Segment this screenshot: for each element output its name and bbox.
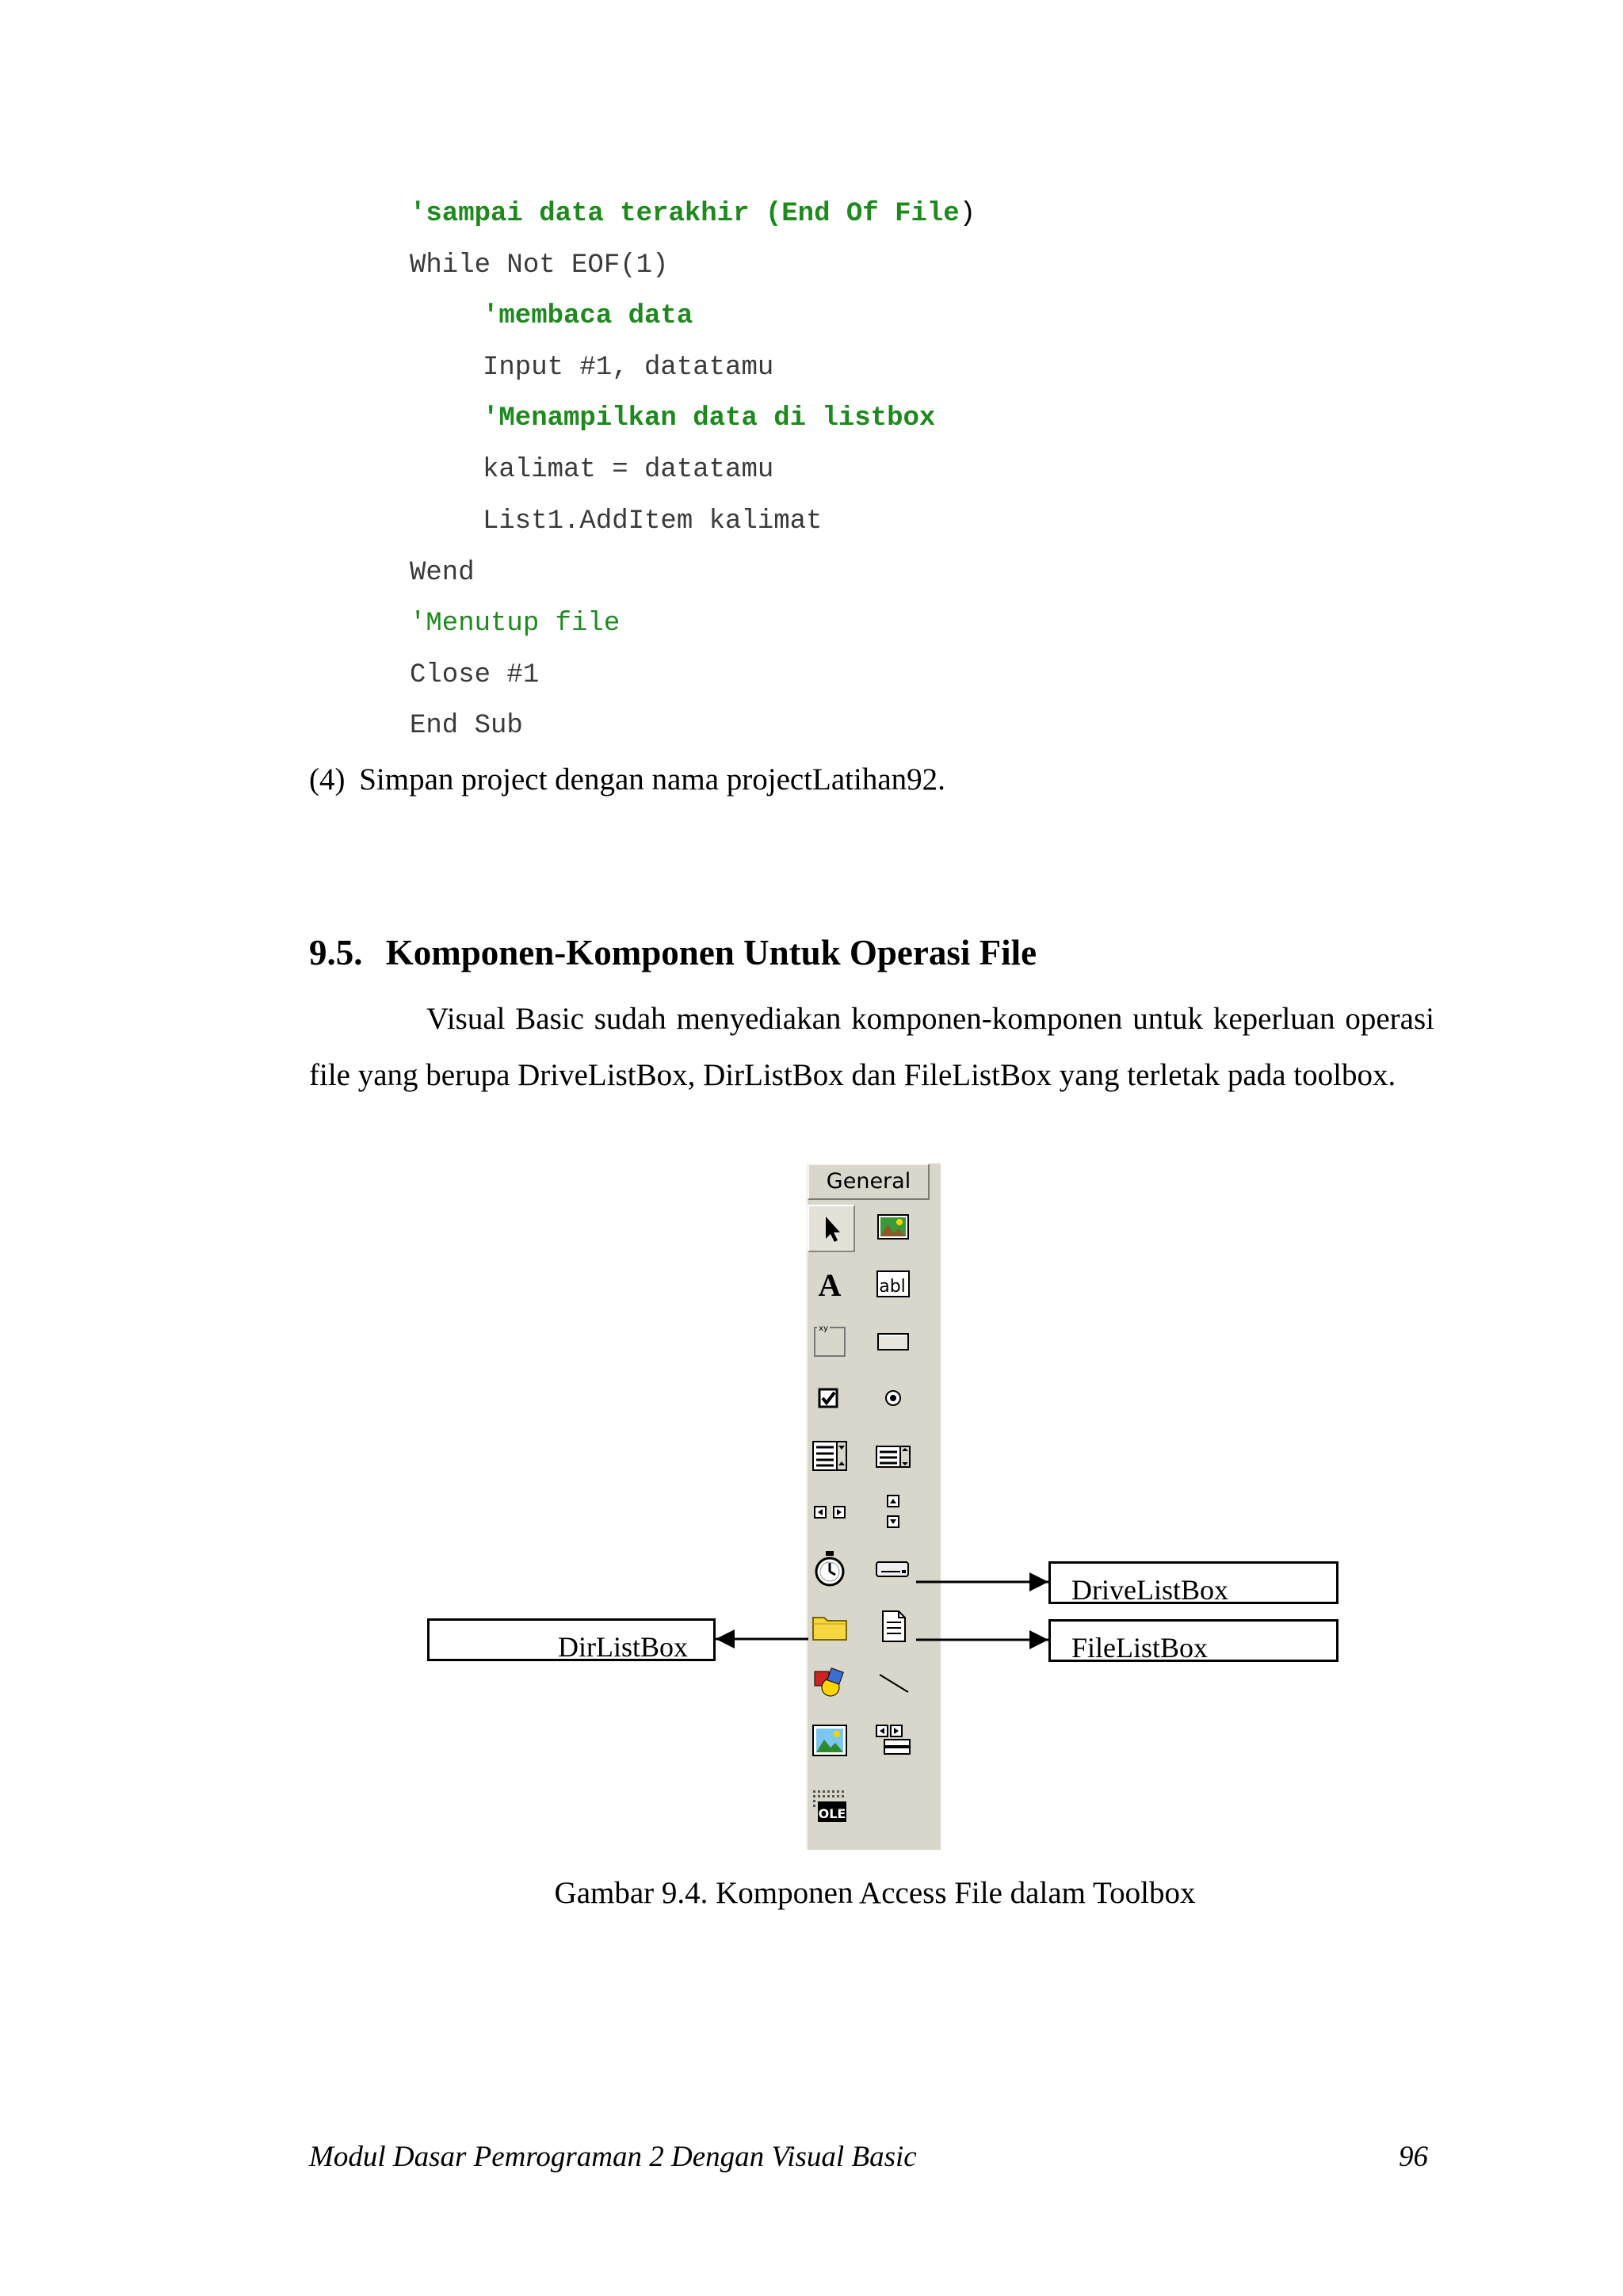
code-line-5: 'Menampilkan data di listbox [483,403,936,434]
callout-dirlistbox: DirListBox [427,1618,716,1661]
callout-drivelistbox: DriveListBox [1048,1561,1338,1604]
svg-text:xy: xy [819,1324,828,1333]
callout-filelistbox: FileListBox [1048,1619,1338,1662]
step-4-text: Simpan project dengan nama projectLatihan92. [359,762,945,797]
intro-paragraph: Visual Basic sudah menyediakan komponen-komponen untuk keperluan operasi file yang berupa DriveListBox, DirListBox dan FileListBox yang terletak pada toolbox. [309,1002,1434,1092]
figure-caption: Gambar 9.4. Komponen Access File dalam Toolbox [554,1876,1196,1910]
code-line-7: List1.AddItem kalimat [483,506,823,537]
code-line-10: Close #1 [410,660,540,690]
code-line-1: 'sampai data terakhir (End Of File) [410,199,976,229]
code-line-9: 'Menutup file [410,609,621,639]
toolbox-tab-general[interactable]: General [808,1163,930,1200]
page-number: 96 [1399,2141,1428,2173]
svg-text:OLE: OLE [818,1806,846,1821]
step-4-number: (4) [309,762,346,797]
section-title: Komponen-Komponen Untuk Operasi File [385,933,1037,972]
footer-title: Modul Dasar Pemrograman 2 Dengan Visual Basic [309,2141,917,2173]
code-line-8: Wend [410,558,475,588]
svg-text:A: A [818,1267,842,1303]
code-line-4: Input #1, datatamu [483,353,774,383]
code-line-2: While Not EOF(1) [410,250,669,281]
svg-text:abl: abl [879,1277,906,1297]
code-line-6: kalimat = datatamu [483,455,774,485]
code-line-11: End Sub [410,711,523,741]
code-line-3: 'membaca data [483,301,693,331]
section-number: 9.5. [309,933,363,972]
